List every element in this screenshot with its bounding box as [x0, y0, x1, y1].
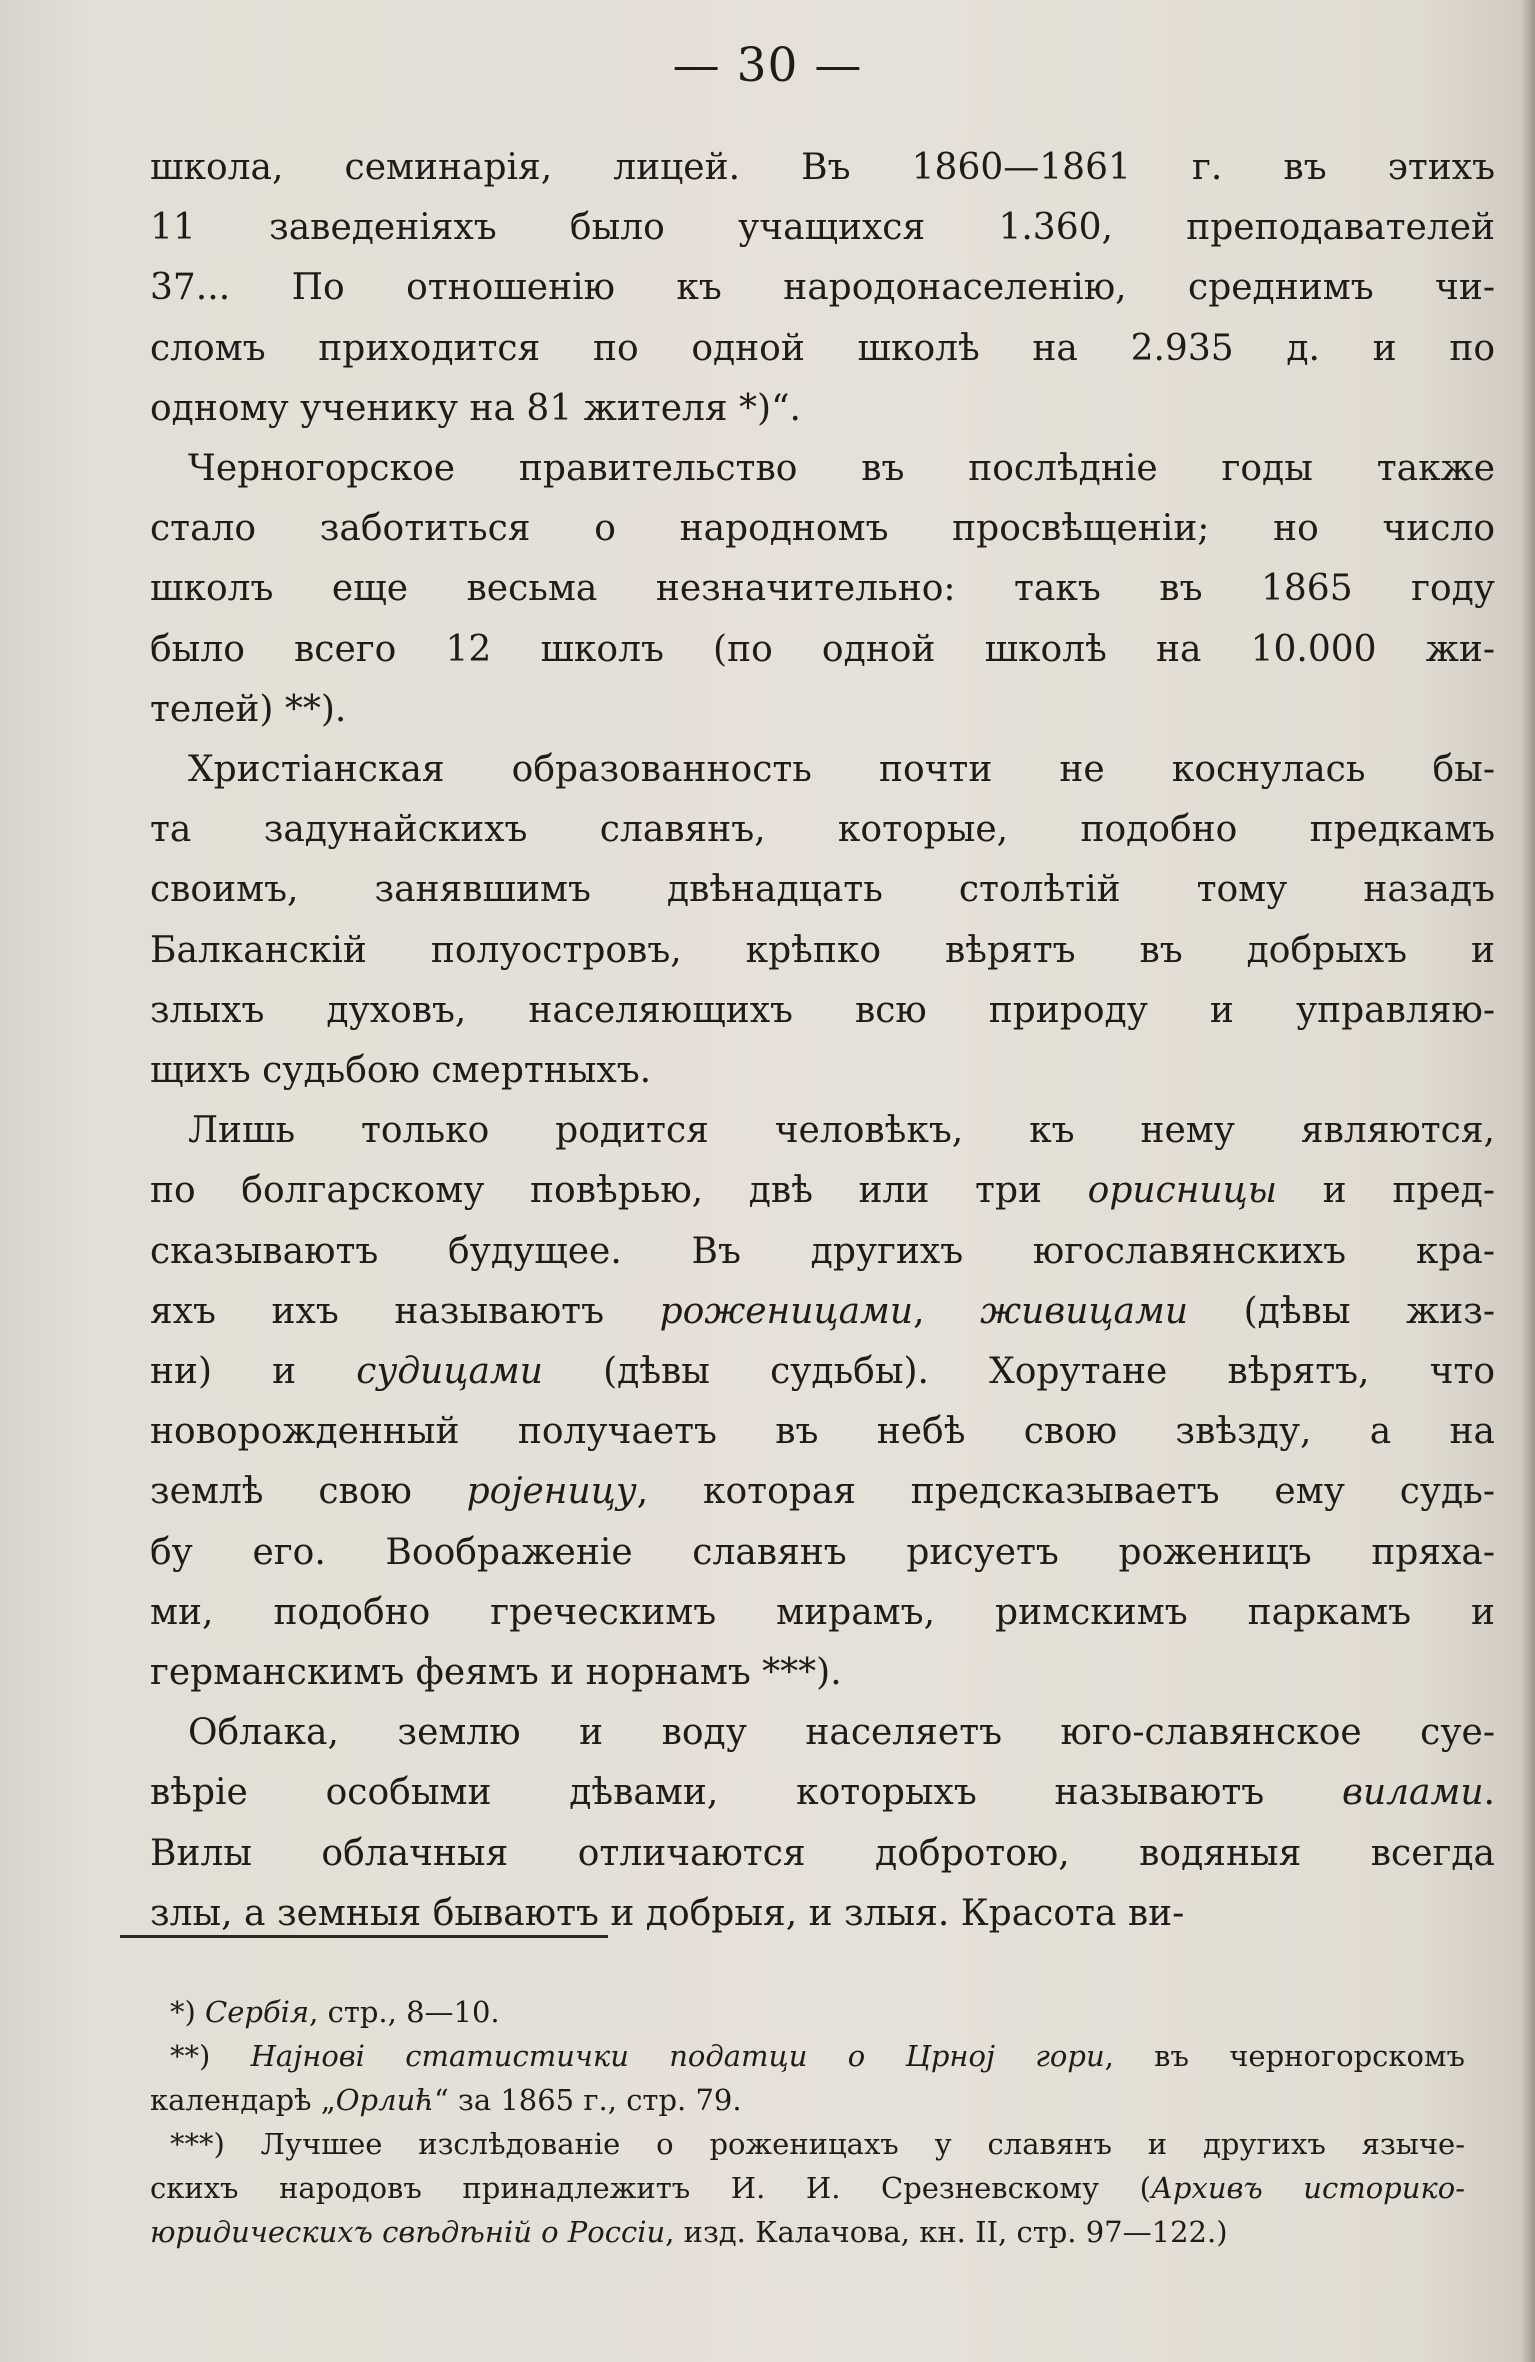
text-segment: злы, а земныя бываютъ и добрыя, и злыя. Красота ви- [150, 1892, 1185, 1934]
paragraph [150, 1703, 1495, 1944]
text-segment: **) [170, 2039, 251, 2073]
text-segment: Вилы облачныя отличаются добротою, водяныя всегда [150, 1832, 1495, 1874]
text-segment: Облака, землю и воду населяетъ юго-славянское суе- [188, 1712, 1495, 1754]
text-segment: , стр., 8—10. [309, 1995, 500, 2029]
italic-term: живицами [980, 1290, 1189, 1332]
text-segment: телей) **). [150, 688, 347, 730]
footnote-line [150, 2122, 1465, 2166]
text-segment: Балканскій полуостровъ, крѣпко вѣрятъ въ добрыхъ и [150, 929, 1495, 971]
text-segment: , изд. Калачова, кн. II, стр. 97—122.) [665, 2215, 1228, 2249]
text-line [150, 800, 1495, 860]
text-segment: *) [170, 1995, 206, 2029]
paragraph [150, 138, 1495, 439]
text-segment: стало заботиться о народномъ просвѣщеніи; но число [150, 508, 1495, 550]
text-segment: новорожденный получаетъ въ небѣ свою звѣзду, а на [150, 1411, 1495, 1453]
text-segment: бу его. Воображеніе славянъ рисуетъ роженицъ пряха- [150, 1531, 1495, 1573]
italic-term: вилами [1341, 1772, 1484, 1814]
italic-citation: Најнові статистички податци о Црној гори [250, 2039, 1105, 2073]
text-line [150, 860, 1495, 920]
text-segment: сказываютъ будущее. Въ другихъ югославянскихъ кра- [150, 1230, 1495, 1272]
text-segment: вѣріе особыми дѣвами, которыхъ называютъ [150, 1772, 1342, 1814]
text-line [150, 981, 1495, 1041]
text-segment: ***) Лучшее изслѣдованіе о роженицахъ у славянъ и другихъ язычe- [170, 2127, 1465, 2161]
text-segment: Христіанская образованность почти не коснулась бы- [188, 749, 1495, 791]
text-line [150, 1462, 1495, 1522]
text-segment: “ за 1865 г., стр. 79. [433, 2083, 742, 2117]
footnote-line [150, 2034, 1465, 2078]
text-segment: своимъ, занявшимъ двѣнадцать столѣтій тому назадъ [150, 869, 1495, 911]
footnote-line [150, 1990, 1465, 2034]
text-segment: ми, подобно греческимъ мирамъ, римскимъ паркамъ и [150, 1591, 1495, 1633]
text-segment: школа, семинарія, лицей. Въ 1860—1861 г. въ этихъ [150, 147, 1495, 188]
text-line [150, 1282, 1495, 1342]
text-segment: та задунайскихъ славянъ, которые, подобно предкамъ [150, 809, 1495, 851]
text-line [150, 258, 1495, 318]
text-segment: (дѣвы жиз- [1188, 1290, 1495, 1332]
text-line [150, 1101, 1495, 1161]
text-line [150, 1643, 1495, 1703]
text-line [150, 1402, 1495, 1462]
text-segment: 37... По отношенію къ народонаселенію, среднимъ чи- [150, 267, 1495, 309]
text-line [150, 1342, 1495, 1402]
text-segment: злыхъ духовъ, населяющихъ всю природу и управляю- [150, 989, 1495, 1031]
footnote-line [150, 2078, 1465, 2122]
text-line [150, 439, 1495, 499]
page-number: — 30 — [672, 38, 863, 93]
text-segment: 11 заведеніяхъ было учащихся 1.360, преподавателей [150, 207, 1495, 249]
text-segment: (дѣвы судьбы). Хорутане вѣрятъ, что [542, 1351, 1495, 1393]
italic-citation: юридическихъ свѣдѣній о Россіи [150, 2215, 666, 2249]
text-segment: , которая предсказываетъ ему судь- [636, 1471, 1495, 1513]
text-line [150, 1041, 1495, 1101]
text-segment: , въ черногорскомъ [1104, 2039, 1465, 2073]
footnote-line [150, 2210, 1465, 2254]
paragraph [150, 1101, 1495, 1703]
text-line [150, 1583, 1495, 1643]
text-line [150, 680, 1495, 740]
page-spine-shadow [1521, 0, 1535, 2362]
paragraph [150, 740, 1495, 1101]
italic-term: рojеницу [466, 1471, 637, 1513]
text-segment: было всего 12 школъ (по одной школѣ на 10.000 жи- [150, 628, 1495, 670]
text-segment: , [913, 1290, 981, 1332]
text-line [150, 740, 1495, 800]
text-segment: ни) и [150, 1351, 357, 1393]
text-line [150, 559, 1495, 619]
text-line [150, 921, 1495, 981]
text-line [150, 1763, 1495, 1823]
italic-citation: Орлић [335, 2083, 434, 2117]
text-line [150, 1523, 1495, 1583]
text-segment: по болгарскому повѣрью, двѣ или три [150, 1170, 1088, 1212]
text-line [150, 319, 1495, 379]
footnote [150, 2122, 1465, 2254]
text-line [150, 1703, 1495, 1763]
paragraph [150, 439, 1495, 740]
text-line [150, 499, 1495, 559]
text-segment: землѣ свою [150, 1471, 467, 1513]
text-segment: сломъ приходится по одной школѣ на 2.935 д. и по [150, 327, 1495, 369]
footnote [150, 2034, 1465, 2122]
italic-term: орисницы [1087, 1170, 1278, 1212]
text-segment: одному ученику на 81 жителя *)“. [150, 387, 801, 429]
footnote [150, 1990, 1465, 2034]
italic-term: роженицами [659, 1290, 914, 1332]
text-segment: Черногорское правительство въ послѣдніе годы также [188, 448, 1495, 490]
footnotes [150, 1990, 1465, 2254]
text-segment: яхъ ихъ называютъ [150, 1290, 660, 1332]
text-segment: Лишь только родится человѣкъ, къ нему являются, [188, 1110, 1495, 1152]
text-line [150, 1222, 1495, 1282]
text-line [150, 198, 1495, 258]
italic-citation: Архивъ историко- [1150, 2171, 1465, 2205]
text-line [150, 138, 1495, 198]
text-segment: . [1483, 1772, 1495, 1814]
text-line [150, 620, 1495, 680]
text-segment: школъ еще весьма незначительно: такъ въ 1865 году [150, 568, 1495, 610]
text-line [150, 1824, 1495, 1884]
text-line [150, 379, 1495, 439]
italic-term: судицами [356, 1351, 543, 1393]
text-segment: германскимъ феямъ и норнамъ ***). [150, 1652, 842, 1694]
body-text [150, 138, 1495, 1944]
text-line [150, 1161, 1495, 1221]
text-segment: скихъ народовъ принадлежитъ И. И. Срезневскому ( [150, 2171, 1151, 2205]
footnote-line [150, 2166, 1465, 2210]
italic-citation: Сербія [205, 1995, 310, 2029]
footnote-rule [120, 1935, 608, 1938]
text-segment: календарѣ „ [150, 2083, 336, 2117]
text-segment: щихъ судьбою смертныхъ. [150, 1050, 652, 1092]
text-segment: и пред- [1277, 1170, 1495, 1212]
